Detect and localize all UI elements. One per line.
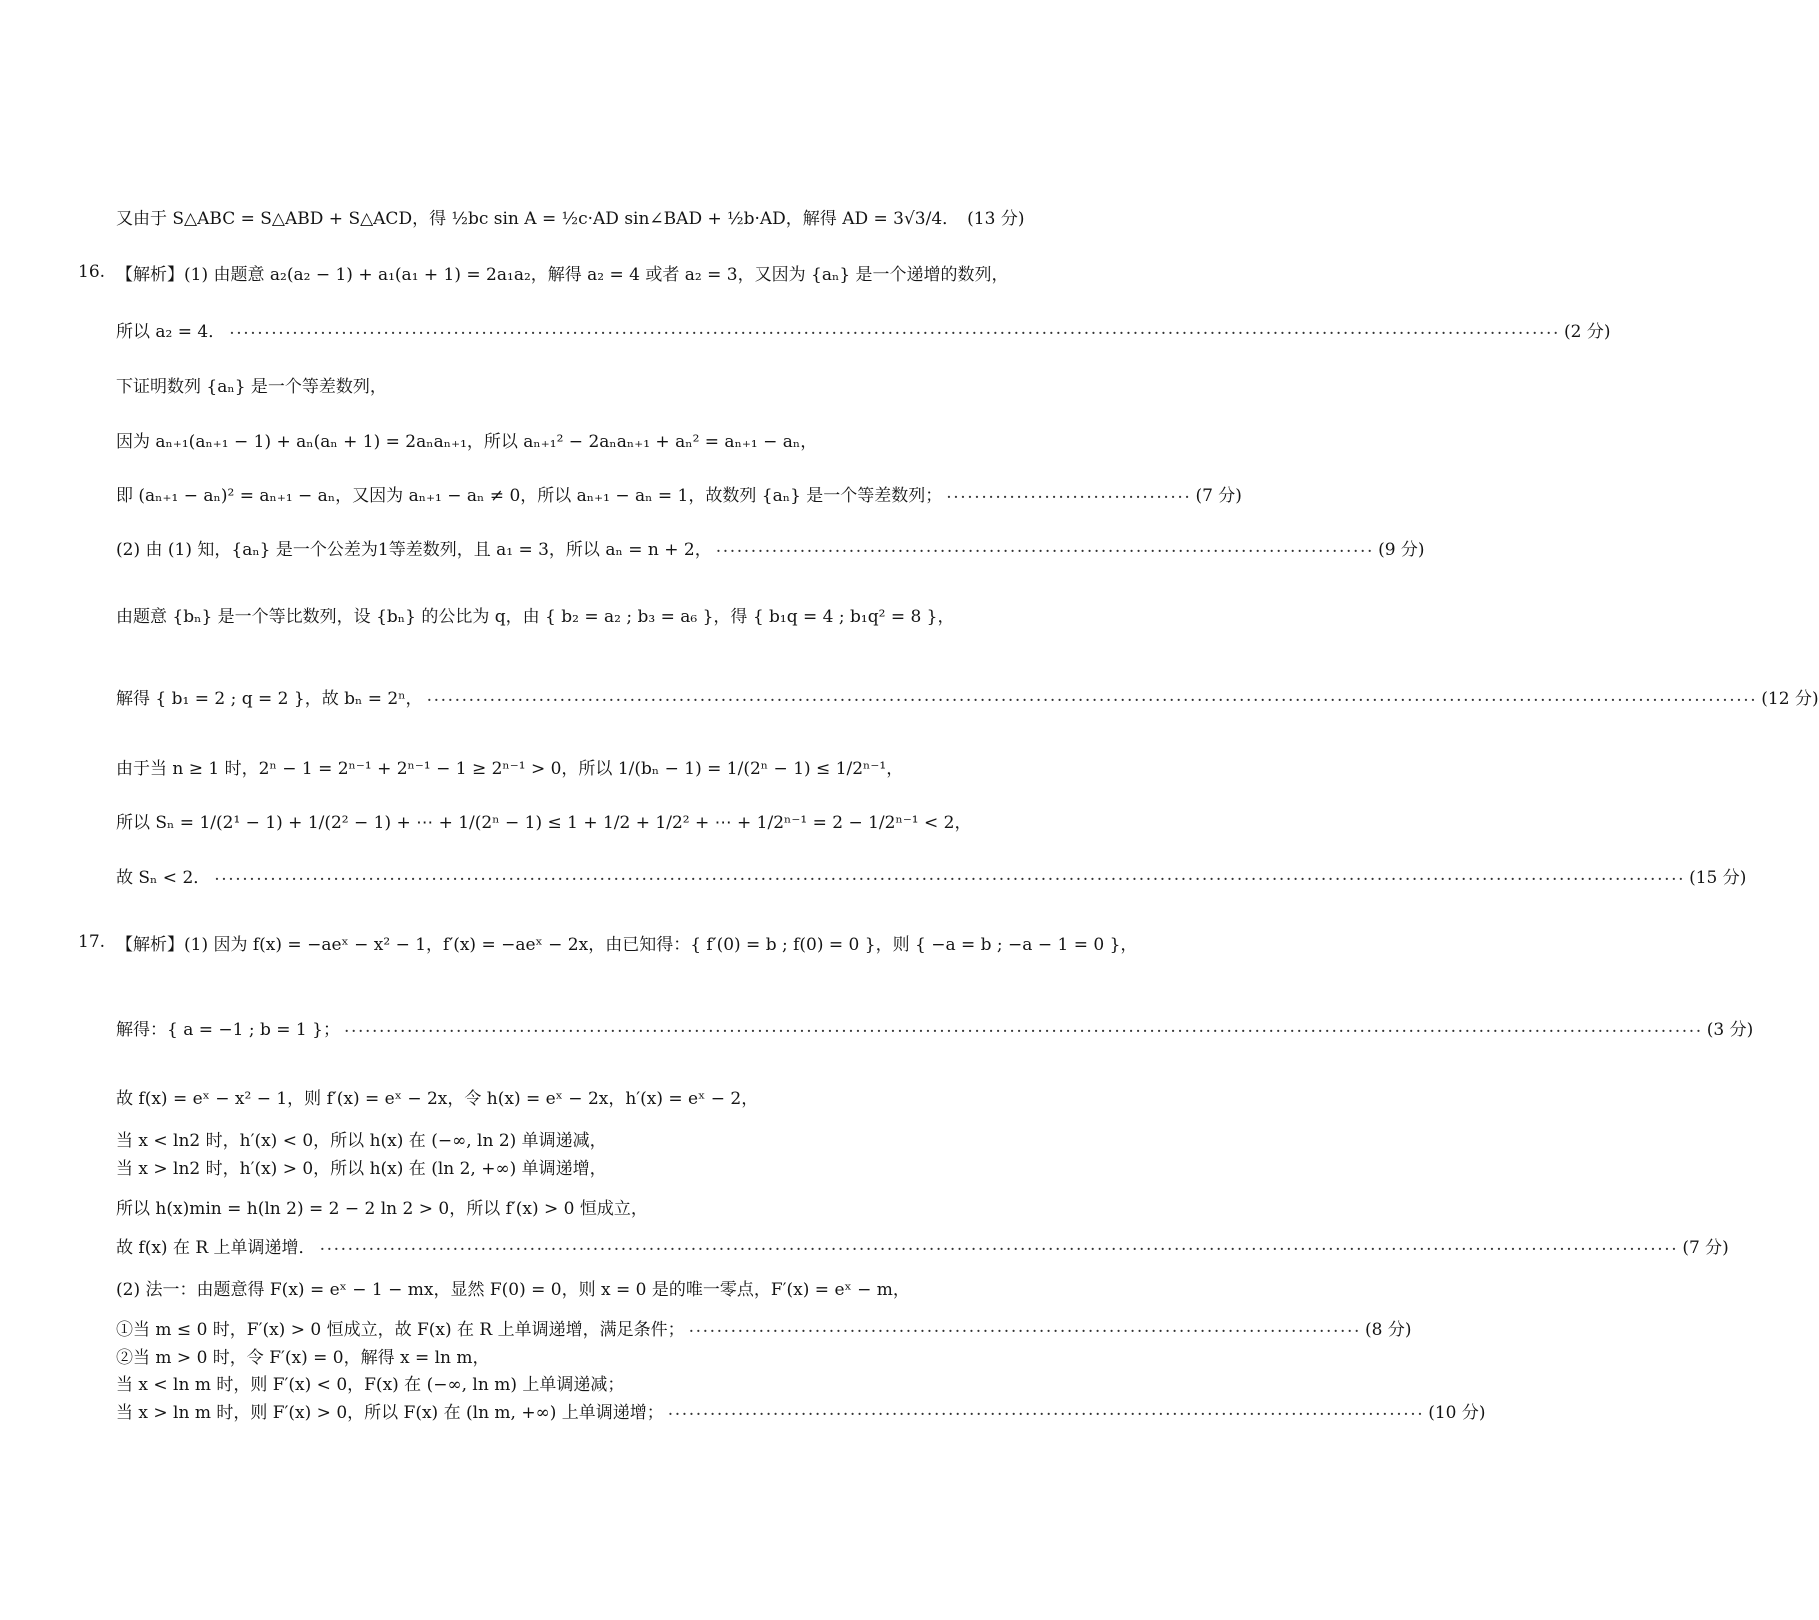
line-text: 【解析】(1) 因为 f(x) = −aeˣ − x² − 1，f′(x) = −aeˣ − 2x，由已知得：{ f′(0) = b ; f(0) = 0 }，则 { −a = b ; −a − 1 = 0 }， [116,934,1138,955]
line-text: 当 x < ln2 时，h′(x) < 0，所以 h(x) 在 (−∞, ln 2) 单调递减， [116,1130,607,1151]
text-line [116,364,1010,404]
score-label: (12 分) [1761,688,1819,709]
dot-leader: .............................................................................................................................................................................................. [426,686,1758,706]
text-line [116,527,1425,567]
line-text: 所以 h(x)min = h(ln 2) = 2 − 2 ln 2 > 0，所以 f′(x) > 0 恒成立， [116,1198,648,1219]
line-text: (2) 由 (1) 知，{aₙ} 是一个公差为1等差数列，且 a₁ = 3，所以 aₙ = n + 2， [116,539,712,560]
line-text: 由于当 n ≥ 1 时，2ⁿ − 1 = 2ⁿ⁻¹ + 2ⁿ⁻¹ − 1 ≥ 2ⁿ⁻¹ > 0，所以 1/(bₙ − 1) = 1/(2ⁿ − 1) ≤ 1/2ⁿ⁻¹， [116,758,904,779]
text-line [116,1146,1010,1186]
text-line [116,1007,1754,1047]
score-label: (2 分) [1563,321,1611,342]
text-line [116,1267,1010,1307]
question-number: 16. [78,262,106,282]
line-text: 因为 aₙ₊₁(aₙ₊₁ − 1) + aₙ(aₙ + 1) = 2aₙaₙ₊₁，所以 aₙ₊₁² − 2aₙaₙ₊₁ + aₙ² = aₙ₊₁ − aₙ， [116,431,818,452]
text-line [116,1390,1486,1430]
text-line [116,676,1819,716]
dot-leader: .................................................................................................................................................................................................................. [214,865,1686,885]
line-text: 所以 a₂ = 4． [116,321,226,342]
line-text: 所以 Sₙ = 1/(2¹ − 1) + 1/(2² − 1) + ⋯ + 1/(2ⁿ − 1) ≤ 1 + 1/2 + 1/2² + ⋯ + 1/2ⁿ⁻¹ = 2 − 1/2ⁿ⁻¹ < 2， [116,812,972,833]
text-line [116,419,1010,459]
line-text: 由题意 {bₙ} 是一个等比数列，设 {bₙ} 的公比为 q，由 { b₂ = a₂ ; b₃ = a₆ }，得 { b₁q = 4 ; b₁q² = 8 }， [116,606,955,627]
dot-leader: .............................................................................................. [715,537,1375,557]
text-line [116,922,1138,962]
score-label: (9 分) [1378,539,1425,560]
dot-leader: ................................... [946,483,1192,503]
line-text: 当 x > ln m 时，则 F′(x) > 0，所以 F(x) 在 (ln m, +∞) 上单调递增； [116,1402,664,1423]
line-text: 即 (aₙ₊₁ − aₙ)² = aₙ₊₁ − aₙ，又因为 aₙ₊₁ − aₙ ≠ 0，所以 aₙ₊₁ − aₙ = 1，故数列 {aₙ} 是一个等差数列； [116,485,943,506]
score-label: (10 分) [1428,1402,1486,1423]
text-line [116,1225,1729,1265]
score-label: (13 分) [967,208,1025,229]
score-label: (15 分) [1689,867,1747,888]
line-text: 解得 { b₁ = 2 ; q = 2 }，故 bₙ = 2ⁿ， [116,688,423,709]
line-text: (2) 法一：由题意得 F(x) = eˣ − 1 − mx，显然 F(0) = 0，则 x = 0 是的唯一零点，F′(x) = eˣ − m， [116,1279,910,1300]
line-text: 解得：{ a = −1 ; b = 1 }； [116,1019,340,1040]
score-label: (3 分) [1706,1019,1754,1040]
text-line [116,196,1025,236]
score-label: (7 分) [1195,485,1242,506]
text-line [116,252,1010,292]
line-text: 故 f(x) 在 R 上单调递增． [116,1237,316,1258]
line-text: 故 Sₙ < 2． [116,867,211,888]
score-label: (8 分) [1365,1319,1412,1340]
dot-leader: .................................................................................................................................................................................................. [319,1235,1679,1255]
line-text: 下证明数列 {aₙ} 是一个等差数列， [116,376,387,397]
dot-leader: .................................................................................................................................................................................................. [343,1017,1703,1037]
dot-leader: ............................................................................................................ [667,1400,1425,1420]
score-label: (7 分) [1682,1237,1729,1258]
text-line [116,473,1242,513]
text-line [116,746,1010,786]
text-line [116,855,1747,895]
line-text: 当 x < ln m 时，则 F′(x) < 0，F(x) 在 (−∞, ln m) 上单调递减； [116,1374,625,1395]
text-line [116,800,1010,840]
line-text: 故 f(x) = eˣ − x² − 1，则 f′(x) = eˣ − 2x，令 h(x) = eˣ − 2x，h′(x) = eˣ − 2， [116,1088,759,1109]
text-line [116,1186,1010,1226]
line-text: 当 x > ln2 时，h′(x) > 0，所以 h(x) 在 (ln 2, +∞) 单调递增， [116,1158,607,1179]
line-text: ①当 m ≤ 0 时，F′(x) > 0 恒成立，故 F(x) 在 R 上单调递增，满足条件； [116,1319,685,1340]
question-number: 17. [78,932,106,952]
text-line [116,594,1010,634]
line-text: 又由于 S△ABC = S△ABD + S△ACD，得 ½bc sin A = ½c·AD sin∠BAD + ½b·AD，解得 AD = 3√3/4． [116,208,960,229]
line-text: 【解析】(1) 由题意 a₂(a₂ − 1) + a₁(a₁ + 1) = 2a₁a₂，解得 a₂ = 4 或者 a₂ = 3，又因为 {aₙ} 是一个递增的数列， [116,264,1009,285]
text-line [116,309,1611,349]
dot-leader: ................................................................................................ [688,1317,1362,1337]
text-line [116,1076,1010,1116]
dot-leader: .............................................................................................................................................................................................. [229,319,1560,339]
line-text: ②当 m > 0 时，令 F′(x) = 0，解得 x = ln m， [116,1347,490,1368]
